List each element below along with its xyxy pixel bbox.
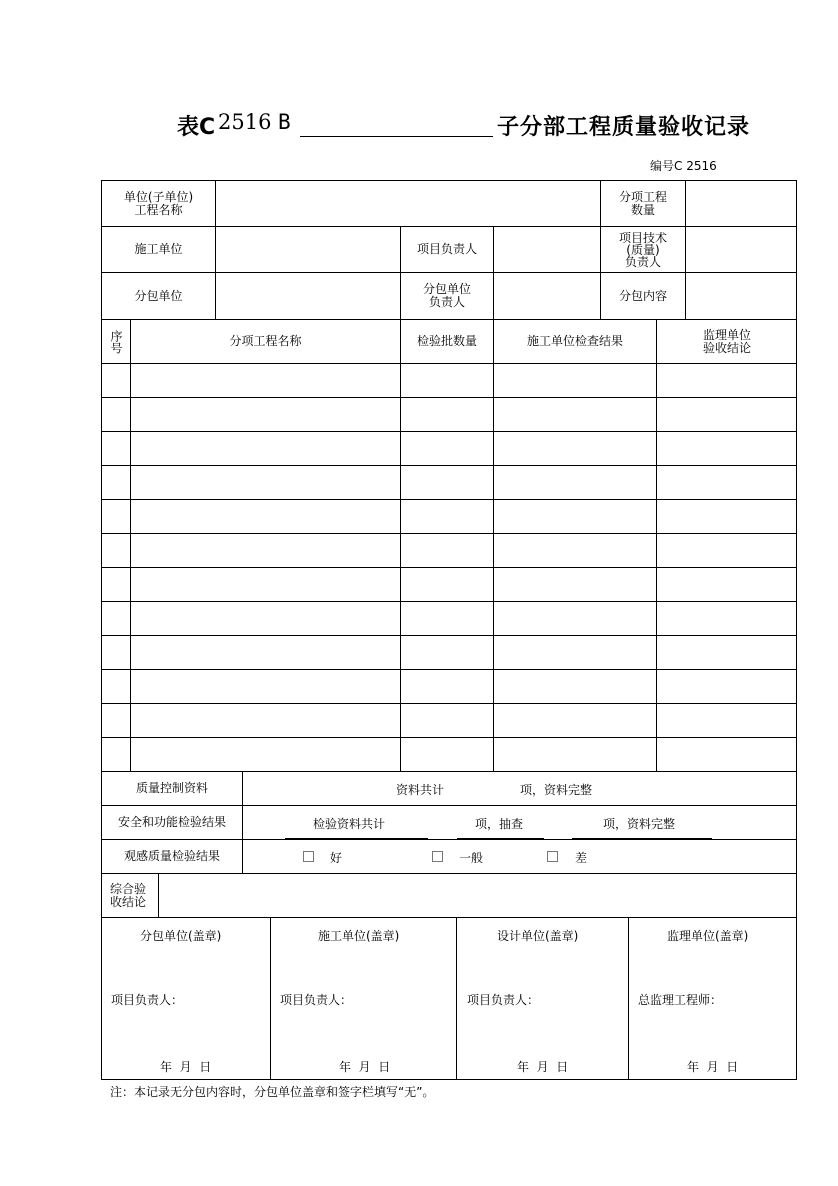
row-check-result[interactable] (494, 500, 657, 534)
sig-design-date: 年 月 日 (517, 1060, 569, 1074)
construction-unit-value[interactable] (216, 227, 401, 273)
col-header-index-text: 序号 (109, 329, 123, 354)
row-check-result[interactable] (494, 738, 657, 772)
row-subitem-name[interactable] (131, 636, 401, 670)
row-index[interactable] (102, 534, 131, 568)
row-subitem-name[interactable] (131, 432, 401, 466)
safety-text1: 检验资料共计 (313, 817, 386, 831)
row-batch-count[interactable] (401, 534, 494, 568)
row-check-result[interactable] (494, 466, 657, 500)
row-supervision-conclusion[interactable] (657, 500, 797, 534)
row-check-result[interactable] (494, 432, 657, 466)
row-batch-count[interactable] (401, 636, 494, 670)
row-batch-count[interactable] (401, 738, 494, 772)
title-prefix: 表C (177, 115, 216, 140)
title-name: 子分部工程质量验收记录 (497, 115, 751, 140)
row-supervision-conclusion[interactable] (657, 602, 797, 636)
row-supervision-conclusion[interactable] (657, 398, 797, 432)
row-supervision-conclusion[interactable] (657, 738, 797, 772)
safety-label: 安全和功能检验结果 (102, 806, 243, 840)
safety-total-field[interactable] (285, 838, 428, 839)
tech-manager-value[interactable] (686, 227, 797, 273)
row-subitem-name[interactable] (131, 704, 401, 738)
row-batch-count[interactable] (401, 398, 494, 432)
title-number: 2516 (218, 110, 272, 134)
row-subitem-name[interactable] (131, 568, 401, 602)
sig-construction-unit: 施工单位(盖章) (318, 929, 400, 943)
sig-construction-role: 项目负责人： (280, 993, 353, 1007)
row-index[interactable] (102, 738, 131, 772)
row-subitem-name[interactable] (131, 738, 401, 772)
conclusion-value[interactable] (159, 874, 797, 918)
sig-supervision-role: 总监理工程师： (638, 993, 723, 1007)
subitem-count-value[interactable] (686, 181, 797, 227)
col-header-subitem-name: 分项工程名称 (131, 320, 401, 364)
row-index[interactable] (102, 364, 131, 398)
row-supervision-conclusion[interactable] (657, 670, 797, 704)
appearance-fair-checkbox[interactable] (432, 851, 443, 862)
title-blank-field[interactable] (300, 136, 493, 137)
row-index[interactable] (102, 466, 131, 500)
appearance-poor-label: 差 (575, 851, 588, 865)
row-index[interactable] (102, 602, 131, 636)
row-supervision-conclusion[interactable] (657, 534, 797, 568)
subcontract-unit-value[interactable] (216, 273, 401, 320)
row-subitem-name[interactable] (131, 670, 401, 704)
row-check-result[interactable] (494, 602, 657, 636)
safety-sampled-field[interactable] (457, 838, 544, 839)
construction-unit-label: 施工单位 (102, 227, 216, 273)
footnote: 注：本记录无分包内容时，分包单位盖章和签字栏填写“无”。 (110, 1085, 435, 1099)
row-supervision-conclusion[interactable] (657, 364, 797, 398)
subcontract-manager-value[interactable] (494, 273, 601, 320)
row-check-result[interactable] (494, 670, 657, 704)
sig-construction-date: 年 月 日 (339, 1060, 391, 1074)
row-batch-count[interactable] (401, 704, 494, 738)
appearance-label: 观感质量检验结果 (102, 840, 243, 874)
row-check-result[interactable] (494, 636, 657, 670)
row-index[interactable] (102, 704, 131, 738)
row-subitem-name[interactable] (131, 398, 401, 432)
quality-docs-text2: 项，资料完整 (520, 783, 593, 797)
project-manager-value[interactable] (494, 227, 601, 273)
appearance-good-label: 好 (330, 851, 343, 865)
row-index[interactable] (102, 432, 131, 466)
col-header-supervision-conclusion: 监理单位 验收结论 (657, 320, 797, 364)
row-batch-count[interactable] (401, 432, 494, 466)
quality-docs-label: 质量控制资料 (102, 772, 243, 806)
sig-subcontract-role: 项目负责人： (111, 993, 184, 1007)
row-batch-count[interactable] (401, 466, 494, 500)
form-title (0, 108, 838, 142)
tech-manager-label: 项目技术 (质量) 负责人 (601, 227, 686, 273)
sig-design-role: 项目负责人： (467, 993, 540, 1007)
project-manager-label: 项目负责人 (401, 227, 494, 273)
row-subitem-name[interactable] (131, 500, 401, 534)
row-batch-count[interactable] (401, 364, 494, 398)
appearance-poor-checkbox[interactable] (547, 851, 558, 862)
safety-text2: 项，抽查 (475, 817, 524, 831)
subcontract-manager-label: 分包单位 负责人 (401, 273, 494, 320)
row-subitem-name[interactable] (131, 364, 401, 398)
row-subitem-name[interactable] (131, 534, 401, 568)
row-subitem-name[interactable] (131, 602, 401, 636)
row-index[interactable] (102, 500, 131, 534)
row-index[interactable] (102, 398, 131, 432)
row-index[interactable] (102, 670, 131, 704)
row-supervision-conclusion[interactable] (657, 636, 797, 670)
row-batch-count[interactable] (401, 568, 494, 602)
row-supervision-conclusion[interactable] (657, 568, 797, 602)
row-batch-count[interactable] (401, 500, 494, 534)
row-check-result[interactable] (494, 364, 657, 398)
quality-docs-text1: 资料共计 (396, 783, 445, 797)
form-table (101, 180, 797, 1080)
row-supervision-conclusion[interactable] (657, 704, 797, 738)
row-batch-count[interactable] (401, 602, 494, 636)
row-batch-count[interactable] (401, 670, 494, 704)
row-index[interactable] (102, 568, 131, 602)
appearance-good-checkbox[interactable] (303, 851, 314, 862)
row-check-result[interactable] (494, 398, 657, 432)
row-check-result[interactable] (494, 534, 657, 568)
col-header-batch-count: 检验批数量 (401, 320, 494, 364)
row-supervision-conclusion[interactable] (657, 432, 797, 466)
row-subitem-name[interactable] (131, 466, 401, 500)
sig-subcontract-unit: 分包单位(盖章) (140, 929, 222, 943)
subcontract-content-value[interactable] (686, 273, 797, 320)
safety-text3: 项，资料完整 (603, 817, 676, 831)
sig-design-unit: 设计单位(盖章) (497, 929, 579, 943)
safety-complete-field[interactable] (572, 838, 712, 839)
sig-supervision-unit: 监理单位(盖章) (667, 929, 749, 943)
subcontract-content-label: 分包内容 (601, 273, 686, 320)
conclusion-label: 综合验 收结论 (102, 874, 159, 918)
appearance-value (243, 840, 797, 874)
row-supervision-conclusion[interactable] (657, 466, 797, 500)
form-code: 编号C 2516 (650, 159, 717, 173)
col-header-index (102, 320, 131, 364)
sig-subcontract-date: 年 月 日 (160, 1060, 212, 1074)
sig-supervision-date: 年 月 日 (687, 1060, 739, 1074)
col-header-check-result: 施工单位检查结果 (494, 320, 657, 364)
row-check-result[interactable] (494, 704, 657, 738)
subcontract-unit-label: 分包单位 (102, 273, 216, 320)
title-suffix-letter: B (278, 110, 291, 134)
unit-name-value[interactable] (216, 181, 601, 227)
row-check-result[interactable] (494, 568, 657, 602)
subitem-count-label: 分项工程 数量 (601, 181, 686, 227)
appearance-fair-label: 一般 (459, 851, 484, 865)
unit-name-label: 单位(子单位) 工程名称 (102, 181, 216, 227)
row-index[interactable] (102, 636, 131, 670)
